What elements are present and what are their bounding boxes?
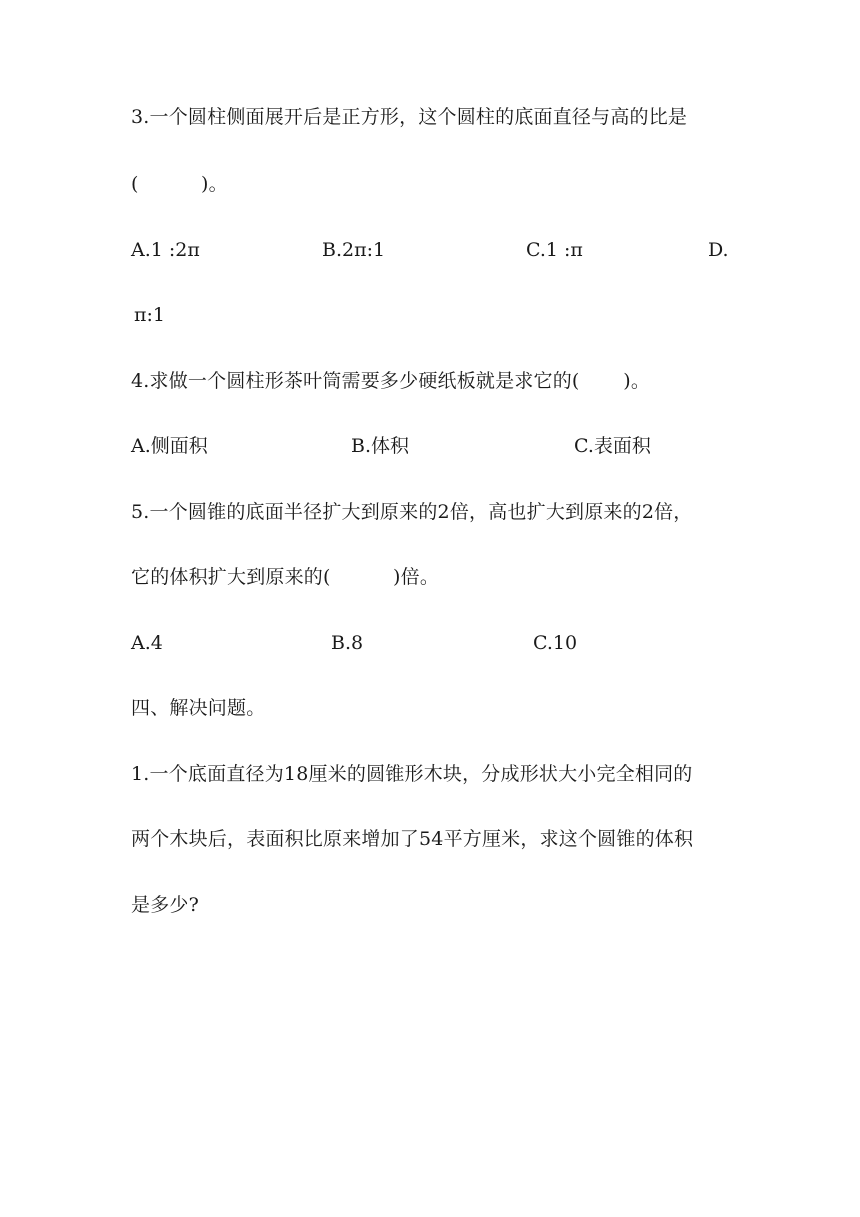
problem-1-line2: 两个木块后，表面积比原来增加了54平方厘米，求这个圆锥的体积 xyxy=(131,828,694,850)
q4-option-a: A.侧面积 xyxy=(131,435,208,457)
q5-text-line2: 它的体积扩大到原来的( )倍。 xyxy=(131,566,440,588)
q3-option-d-value: π:1 xyxy=(134,304,165,326)
q4-text-line1: 4.求做一个圆柱形茶叶筒需要多少硬纸板就是求它的( )。 xyxy=(131,370,651,392)
q5-option-b: B.8 xyxy=(331,632,364,654)
problem-1-line3: 是多少? xyxy=(131,894,199,916)
q3-text-line2: ( )。 xyxy=(131,173,228,195)
q3-option-c: C.1 :π xyxy=(526,239,583,261)
q3-option-d-label: D. xyxy=(708,239,729,261)
q3-option-b: B.2π:1 xyxy=(322,239,386,261)
section-4-title: 四、解决问题。 xyxy=(131,697,266,719)
problem-1-line1: 1.一个底面直径为18厘米的圆锥形木块，分成形状大小完全相同的 xyxy=(131,763,693,785)
q4-option-c: C.表面积 xyxy=(574,435,651,457)
q4-option-b: B.体积 xyxy=(351,435,410,457)
q5-text-line1: 5.一个圆锥的底面半径扩大到原来的2倍，高也扩大到原来的2倍， xyxy=(131,501,693,523)
q3-text-line1: 3.一个圆柱侧面展开后是正方形，这个圆柱的底面直径与高的比是 xyxy=(131,106,688,128)
q3-option-a: A.1 :2π xyxy=(131,239,200,261)
q5-option-a: A.4 xyxy=(131,632,163,654)
q5-option-c: C.10 xyxy=(533,632,578,654)
